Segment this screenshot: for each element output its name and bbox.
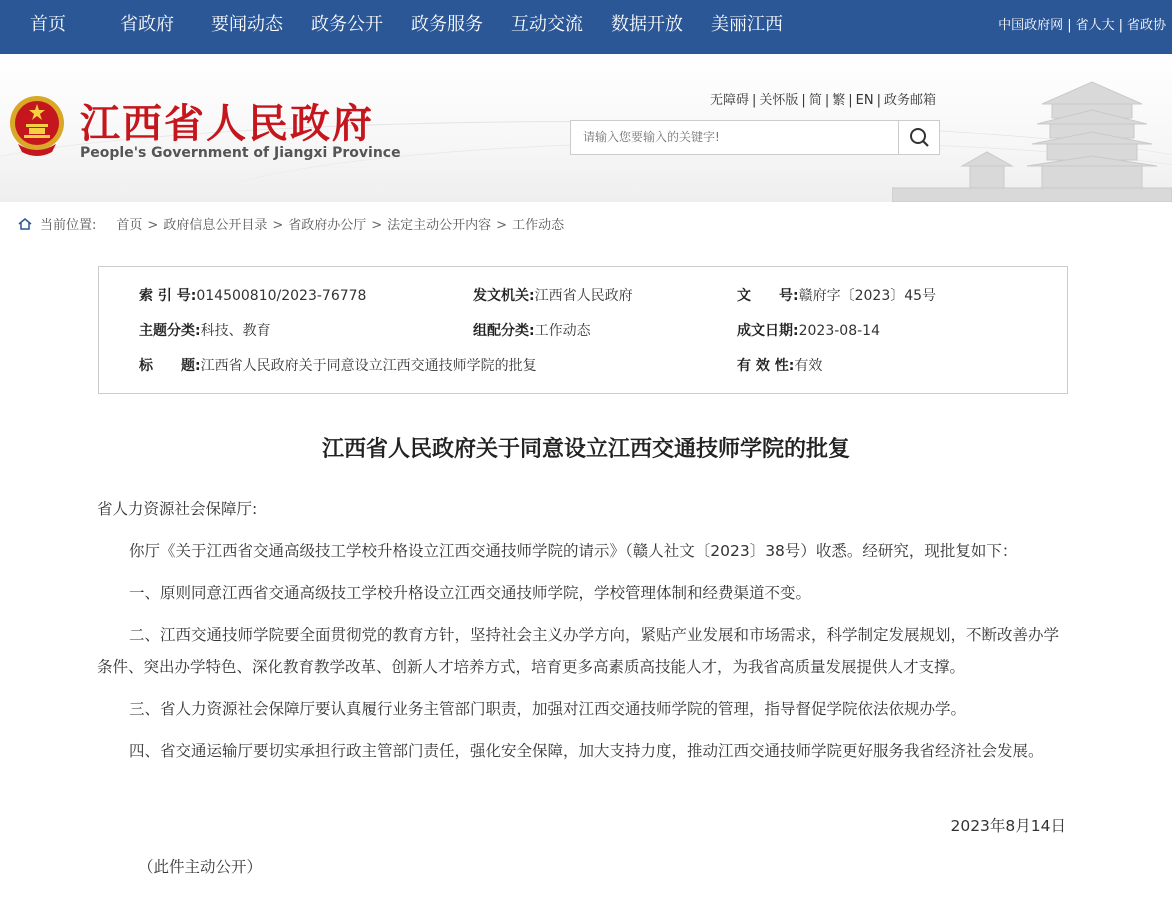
- external-links: 中国政府网 | 省人大 | 省政协: [998, 18, 1166, 33]
- link-gov-mailbox[interactable]: 政务邮箱: [883, 93, 936, 108]
- nav-gov-services[interactable]: 政务服务: [411, 14, 483, 35]
- article-paragraph: 三、省人力资源社会保障厅要认真履行业务主管部门职责，加强对江西交通技师学院的管理，指导督促学院依法依规办学。: [129, 700, 967, 718]
- info-title: 标 题:江西省人民政府关于同意设立江西交通技师学院的批复: [139, 358, 537, 374]
- link-provincial-congress[interactable]: 省人大: [1075, 18, 1115, 33]
- info-category: 组配分类:工作动态: [473, 323, 591, 339]
- breadcrumb-home[interactable]: 首页: [116, 218, 143, 233]
- article-title: 江西省人民政府关于同意设立江西交通技师学院的批复: [321, 437, 850, 462]
- nav-news[interactable]: 要闻动态: [211, 14, 283, 35]
- link-accessibility[interactable]: 无障碍: [710, 93, 750, 108]
- link-english[interactable]: EN: [855, 93, 874, 108]
- info-topic: 主题分类:科技、教育: [139, 323, 271, 339]
- nav-provincial-gov[interactable]: 省政府: [120, 14, 174, 35]
- nav-open-data[interactable]: 数据开放: [611, 14, 683, 35]
- top-nav-bar: [0, 0, 1172, 54]
- link-traditional[interactable]: 繁: [832, 93, 846, 108]
- info-issuer: 发文机关:江西省人民政府: [473, 288, 633, 304]
- article-paragraph: 二、江西交通技师学院要全面贯彻党的教育方针，坚持社会主义办学方向，紧贴产业发展和市场需求，科学制定发展规划，不断改善办学条件、突出办学特色、深化教育教学改革、创新人才培养方式，培育更多高素质高技能人才，为我省高质量发展提供人才支撑。: [97, 626, 1060, 676]
- breadcrumb: 当前位置: 首页 > 政府信息公开目录 > 省政府办公厅 > 法定主动公开内容 > 工作动态: [18, 214, 564, 233]
- national-emblem-icon[interactable]: [8, 94, 66, 158]
- link-simplified[interactable]: 简: [808, 93, 822, 108]
- breadcrumb-work-news[interactable]: 工作动态: [512, 218, 565, 233]
- info-index: 索 引 号:014500810/2023-76778: [139, 288, 367, 304]
- nav-gov-affairs-open[interactable]: 政务公开: [311, 14, 383, 35]
- site-title[interactable]: 江西省人民政府: [80, 100, 374, 147]
- article-footnote: （此件主动公开）: [138, 858, 263, 876]
- link-provincial-cppcc[interactable]: 省政协: [1126, 18, 1166, 33]
- site-header: [0, 54, 1172, 202]
- info-validity: 有 效 性:有效: [737, 358, 823, 374]
- breadcrumb-label: 当前位置:: [40, 218, 97, 233]
- info-date: 成文日期:2023-08-14: [737, 323, 880, 339]
- article-paragraph: 一、原则同意江西省交通高级技工学校升格设立江西交通技师学院，学校管理体制和经费渠道不变。: [129, 584, 812, 602]
- article-date: 2023年8月14日: [950, 817, 1066, 835]
- search-box: [570, 120, 940, 155]
- nav-home[interactable]: 首页: [30, 14, 66, 35]
- article-salutation: 省人力资源社会保障厅:: [97, 500, 258, 518]
- breadcrumb-general-office[interactable]: 省政府办公厅: [288, 218, 367, 233]
- link-care-mode[interactable]: 关怀版: [759, 93, 799, 108]
- utility-links: 无障碍 | 关怀版 | 简 | 繁 | EN | 政务邮箱: [710, 93, 936, 108]
- breadcrumb-statutory-content[interactable]: 法定主动公开内容: [387, 218, 492, 233]
- nav-beautiful-jiangxi[interactable]: 美丽江西: [711, 14, 783, 35]
- info-doc-number: 文 号:赣府字〔2023〕45号: [737, 288, 937, 304]
- article-paragraph: 你厅《关于江西省交通高级技工学校升格设立江西交通技师学院的请示》（赣人社文〔2023〕38号）收悉。经研究，现批复如下：: [129, 542, 1018, 560]
- document-info-box: [98, 266, 1068, 394]
- search-input[interactable]: [571, 121, 893, 152]
- nav-interaction[interactable]: 互动交流: [511, 14, 583, 35]
- home-icon: [18, 217, 32, 231]
- site-subtitle: People's Government of Jiangxi Province: [80, 145, 401, 161]
- pavilion-illustration: [892, 74, 1172, 202]
- link-china-gov[interactable]: 中国政府网: [998, 18, 1064, 33]
- breadcrumb-info-catalog[interactable]: 政府信息公开目录: [163, 218, 268, 233]
- article-paragraph: 四、省交通运输厅要切实承担行政主管部门责任，强化安全保障，加大支持力度，推动江西交通技师学院更好服务我省经济社会发展。: [129, 742, 1044, 760]
